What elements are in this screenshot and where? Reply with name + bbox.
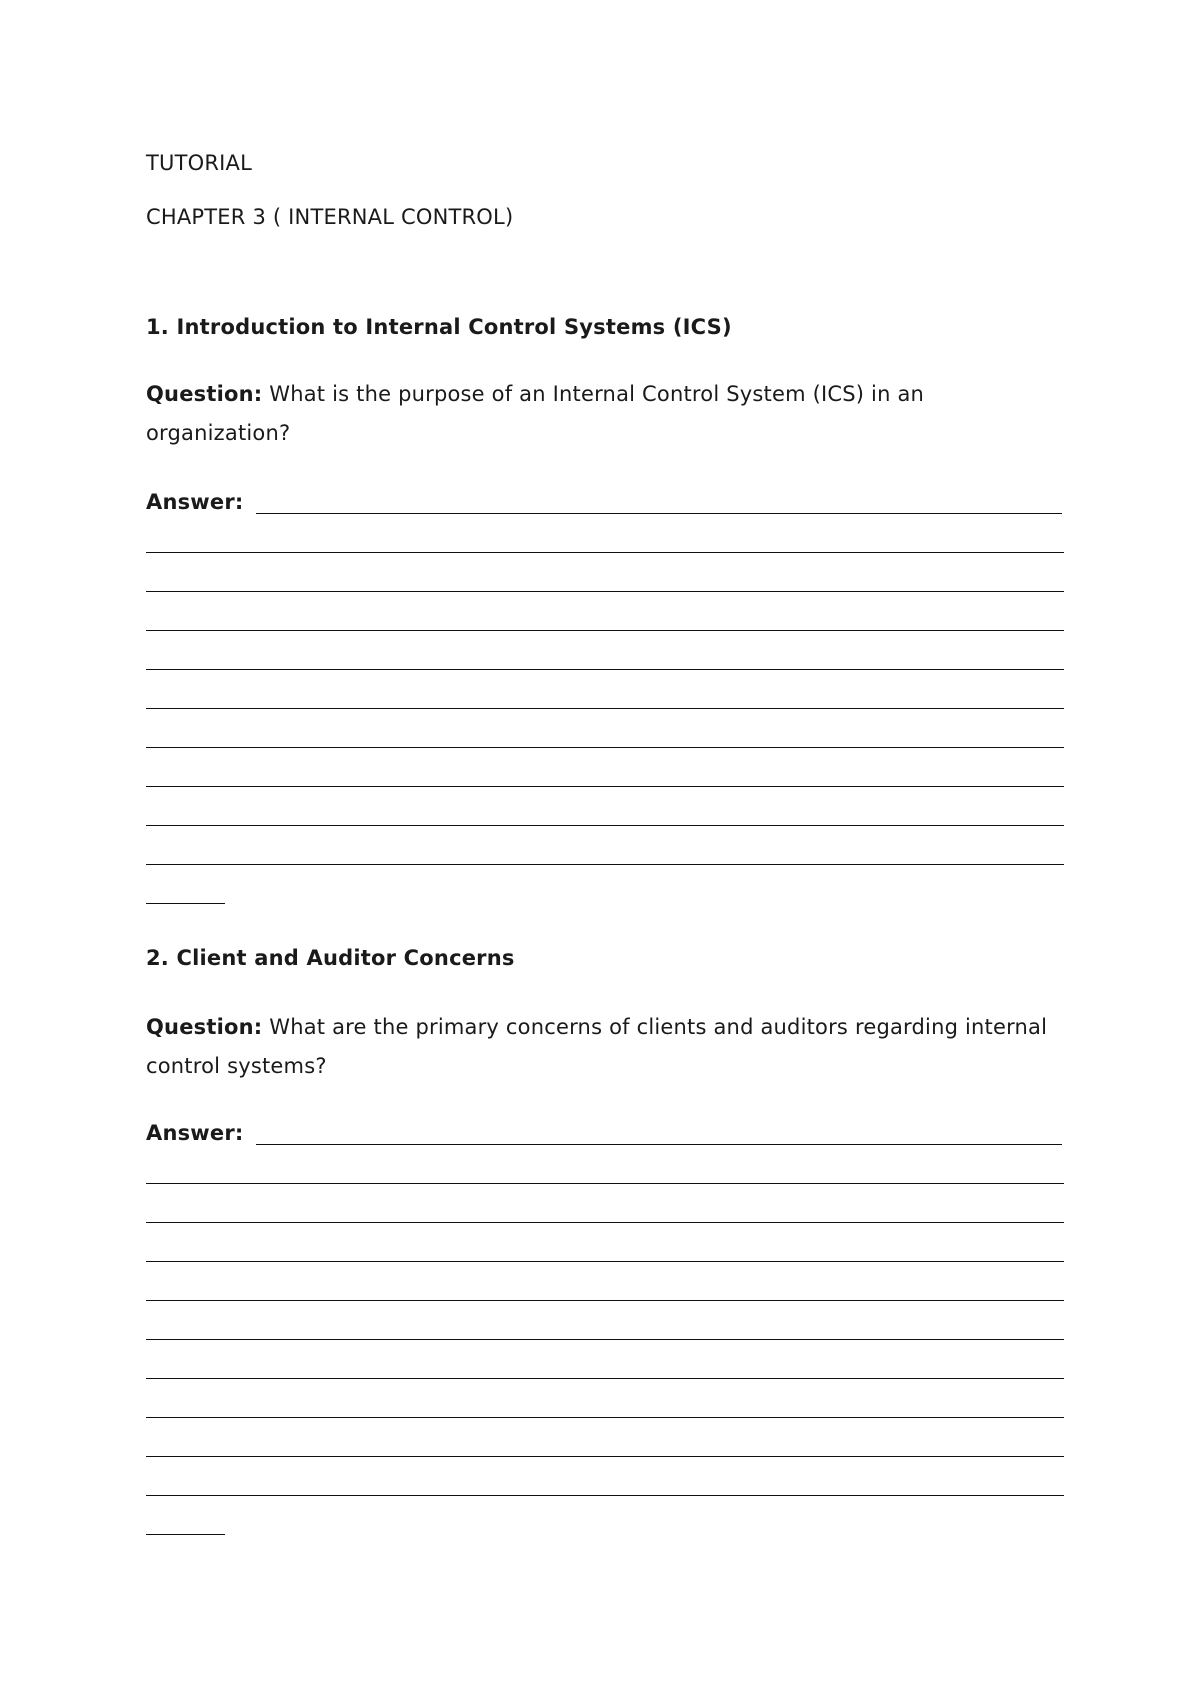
- section-1-answer-line[interactable]: [146, 552, 1064, 553]
- section-2-question: [146, 1008, 1066, 1086]
- section-2-answer-line[interactable]: [146, 1222, 1064, 1223]
- section-1-answer-line[interactable]: [146, 786, 1064, 787]
- section-1-answer-line[interactable]: [146, 903, 225, 904]
- section-2-answer-line[interactable]: [256, 1144, 1062, 1145]
- section-2-answer-line[interactable]: [146, 1495, 1064, 1496]
- section-2-answer-line[interactable]: [146, 1417, 1064, 1418]
- section-1-answer-line[interactable]: [146, 864, 1064, 865]
- section-1-heading: 1. Introduction to Internal Control Systems (ICS): [146, 315, 732, 339]
- section-2-answer-line[interactable]: [146, 1300, 1064, 1301]
- section-1-answer-line[interactable]: [146, 747, 1064, 748]
- section-2-answer-line[interactable]: [146, 1378, 1064, 1379]
- section-2-answer-label: Answer:: [146, 1121, 244, 1145]
- chapter-title: CHAPTER 3 ( INTERNAL CONTROL): [146, 205, 514, 229]
- document-title: TUTORIAL: [146, 151, 253, 175]
- section-2-question-label: Question:: [146, 1015, 263, 1039]
- section-2-answer-line[interactable]: [146, 1261, 1064, 1262]
- section-1-answer-line[interactable]: [146, 708, 1064, 709]
- section-2-question-text: What are the primary concerns of clients and auditors regarding internal control systems?: [146, 1015, 1048, 1078]
- section-1-question-label: Question:: [146, 382, 263, 406]
- section-1-answer-line[interactable]: [256, 513, 1062, 514]
- section-1-answer-label: Answer:: [146, 490, 244, 514]
- section-2-answer-line[interactable]: [146, 1456, 1064, 1457]
- section-2-answer-line[interactable]: [146, 1339, 1064, 1340]
- section-1-answer-line[interactable]: [146, 591, 1064, 592]
- section-2-answer-line[interactable]: [146, 1534, 225, 1535]
- section-1-question-text: What is the purpose of an Internal Control System (ICS) in an organization?: [146, 382, 925, 445]
- section-1-question: [146, 375, 1066, 453]
- section-1-answer-line[interactable]: [146, 825, 1064, 826]
- section-2-answer-line[interactable]: [146, 1183, 1064, 1184]
- section-1-answer-line[interactable]: [146, 630, 1064, 631]
- section-2-heading: 2. Client and Auditor Concerns: [146, 946, 515, 970]
- section-1-answer-line[interactable]: [146, 669, 1064, 670]
